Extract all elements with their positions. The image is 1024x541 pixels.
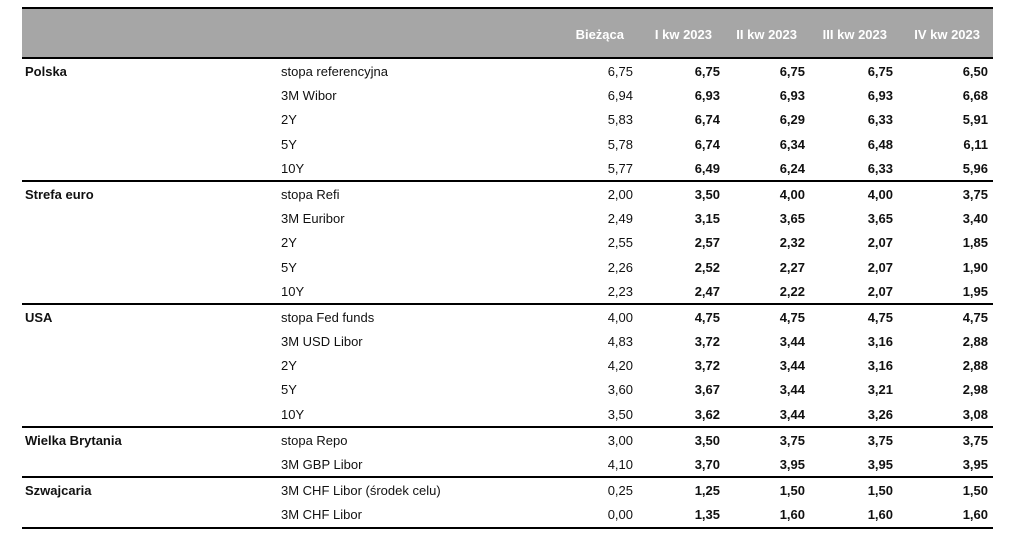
- rate-value: 6,93: [867, 88, 893, 104]
- rate-value: 3,44: [779, 406, 805, 422]
- rate-value: 6,33: [867, 160, 893, 176]
- rate-name: stopa referencyjna: [281, 64, 388, 79]
- table-row: [22, 353, 993, 377]
- rate-value: 1,60: [867, 507, 893, 523]
- rate-name: 5Y: [281, 136, 297, 152]
- rate-value: 5,91: [962, 112, 988, 128]
- rate-value: 3,44: [779, 358, 805, 374]
- rate-value: 6,34: [779, 136, 805, 152]
- rate-name: stopa Repo: [281, 432, 348, 448]
- table-row: [22, 206, 993, 230]
- rate-value: 3,50: [607, 406, 633, 422]
- rate-value: 4,00: [607, 309, 633, 325]
- rate-value: 6,29: [779, 112, 805, 128]
- rate-name: 3M CHF Libor (środek celu): [281, 483, 441, 499]
- country-group: [22, 478, 993, 528]
- header-q4-2023: IV kw 2023: [914, 27, 980, 42]
- rate-value: 4,75: [867, 309, 893, 325]
- rate-value: 2,32: [779, 235, 805, 251]
- rate-name: 5Y: [281, 382, 297, 398]
- rate-value: 3,15: [694, 211, 720, 227]
- rate-value: 1,90: [962, 259, 988, 275]
- rate-value: 2,07: [867, 259, 893, 275]
- rate-value: 1,35: [694, 507, 720, 523]
- rate-value: 6,74: [694, 136, 720, 152]
- country-group: [22, 59, 993, 182]
- rate-value: 4,75: [694, 309, 720, 325]
- rate-value: 4,00: [867, 186, 893, 202]
- rate-value: 2,55: [607, 235, 633, 251]
- country-label: USA: [25, 309, 53, 325]
- table-row: [22, 230, 993, 254]
- table-header: [22, 7, 993, 59]
- rate-value: 3,75: [962, 186, 988, 202]
- rate-value: 4,75: [779, 309, 805, 325]
- rate-value: 6,75: [607, 64, 633, 79]
- rate-value: 3,75: [779, 432, 805, 448]
- rate-value: 5,83: [607, 112, 633, 128]
- rate-value: 6,49: [694, 160, 720, 176]
- rate-value: 3,70: [694, 457, 720, 472]
- rate-value: 0,25: [607, 483, 633, 499]
- rate-name: 2Y: [281, 235, 297, 251]
- rate-value: 6,11: [963, 136, 988, 152]
- rate-value: 6,68: [962, 88, 988, 104]
- rate-value: 3,75: [867, 432, 893, 448]
- rate-value: 3,62: [694, 406, 720, 422]
- rate-value: 6,75: [694, 64, 720, 79]
- rate-value: 6,93: [779, 88, 805, 104]
- rate-value: 4,75: [962, 309, 988, 325]
- rate-value: 1,50: [779, 483, 805, 499]
- rate-value: 4,00: [779, 186, 805, 202]
- rate-value: 3,75: [962, 432, 988, 448]
- rate-value: 6,93: [694, 88, 720, 104]
- rate-name: 3M GBP Libor: [281, 457, 363, 472]
- rate-value: 2,27: [779, 259, 805, 275]
- table-row: [22, 107, 993, 131]
- rate-value: 1,25: [694, 483, 720, 499]
- rate-name: 10Y: [281, 160, 305, 176]
- rate-value: 1,60: [779, 507, 805, 523]
- rate-name: 10Y: [281, 283, 305, 299]
- rate-value: 3,72: [694, 334, 720, 350]
- table-row: [22, 428, 993, 452]
- rate-name: 2Y: [281, 112, 297, 128]
- rates-forecast-table: [22, 7, 993, 529]
- rate-value: 3,44: [779, 334, 805, 350]
- rate-value: 3,16: [867, 334, 893, 350]
- table-row: [22, 279, 993, 303]
- rate-value: 2,07: [867, 235, 893, 251]
- country-group: [22, 428, 993, 478]
- rate-value: 2,98: [962, 382, 988, 398]
- header-current: Bieżąca: [575, 27, 624, 42]
- table-row: [22, 478, 993, 502]
- table-row: [22, 402, 993, 426]
- table-row: [22, 452, 993, 476]
- rate-value: 4,10: [607, 457, 633, 472]
- rate-name: 3M Wibor: [281, 88, 337, 104]
- rate-value: 2,88: [962, 334, 988, 350]
- rate-name: 5Y: [281, 259, 297, 275]
- rate-value: 4,20: [607, 358, 633, 374]
- rate-value: 3,50: [694, 186, 720, 202]
- rate-name: 3M USD Libor: [281, 334, 363, 350]
- header-q3-2023: III kw 2023: [822, 27, 887, 42]
- rate-value: 2,47: [694, 283, 720, 299]
- country-group: [22, 305, 993, 428]
- table-row: [22, 255, 993, 279]
- rate-value: 3,21: [867, 382, 893, 398]
- rate-name: 3M Euribor: [281, 211, 345, 227]
- rate-value: 2,00: [607, 186, 633, 202]
- rate-value: 3,95: [962, 457, 988, 472]
- header-q1-2023: I kw 2023: [654, 27, 712, 42]
- table-row: [22, 329, 993, 353]
- rate-value: 6,94: [607, 88, 633, 104]
- country-label: Szwajcaria: [25, 483, 92, 499]
- rate-value: 5,77: [607, 160, 633, 176]
- table-body: [22, 59, 993, 529]
- rate-value: 3,60: [607, 382, 633, 398]
- rate-value: 1,95: [962, 283, 988, 299]
- rate-value: 2,57: [694, 235, 720, 251]
- rate-value: 3,67: [694, 382, 720, 398]
- rate-value: 3,08: [962, 406, 988, 422]
- table-row: [22, 59, 993, 83]
- rate-name: 2Y: [281, 358, 297, 374]
- rate-value: 3,44: [779, 382, 805, 398]
- rate-value: 6,48: [867, 136, 893, 152]
- table-row: [22, 502, 993, 526]
- rate-value: 2,26: [607, 259, 633, 275]
- country-label: Strefa euro: [25, 186, 94, 202]
- table-row: [22, 182, 993, 206]
- rate-value: 1,50: [962, 483, 988, 499]
- rate-value: 2,23: [607, 283, 633, 299]
- rate-value: 2,22: [779, 283, 805, 299]
- rate-value: 3,26: [867, 406, 893, 422]
- rate-value: 5,96: [962, 160, 988, 176]
- table-row: [22, 305, 993, 329]
- rate-value: 3,50: [694, 432, 720, 448]
- rate-value: 2,52: [694, 259, 720, 275]
- country-label: Polska: [25, 64, 67, 79]
- table-row: [22, 377, 993, 401]
- country-label: Wielka Brytania: [25, 432, 122, 448]
- country-group: [22, 182, 993, 305]
- rate-value: 3,65: [867, 211, 893, 227]
- table-row: [22, 156, 993, 180]
- rate-value: 4,83: [607, 334, 633, 350]
- rate-value: 6,75: [779, 64, 805, 79]
- rate-value: 6,50: [962, 64, 988, 79]
- rate-value: 6,24: [779, 160, 805, 176]
- rate-value: 5,78: [607, 136, 633, 152]
- rate-name: 10Y: [281, 406, 305, 422]
- rate-value: 3,40: [962, 211, 988, 227]
- rate-value: 0,00: [607, 507, 633, 523]
- rate-value: 3,72: [694, 358, 720, 374]
- rate-value: 3,65: [779, 211, 805, 227]
- rate-value: 3,95: [867, 457, 893, 472]
- rate-value: 2,88: [962, 358, 988, 374]
- rate-value: 3,00: [607, 432, 633, 448]
- rate-value: 2,49: [607, 211, 633, 227]
- rate-name: 3M CHF Libor: [281, 507, 362, 523]
- table-row: [22, 83, 993, 107]
- rate-value: 6,75: [867, 64, 893, 79]
- rate-value: 1,85: [962, 235, 988, 251]
- table-row: [22, 132, 993, 156]
- rate-value: 3,95: [779, 457, 805, 472]
- rate-value: 2,07: [867, 283, 893, 299]
- header-q2-2023: II kw 2023: [736, 27, 797, 42]
- rate-value: 3,16: [867, 358, 893, 374]
- rate-value: 6,33: [867, 112, 893, 128]
- rate-name: stopa Refi: [281, 186, 340, 202]
- rate-value: 1,60: [962, 507, 988, 523]
- rate-value: 1,50: [867, 483, 893, 499]
- rate-name: stopa Fed funds: [281, 309, 375, 325]
- rate-value: 6,74: [694, 112, 720, 128]
